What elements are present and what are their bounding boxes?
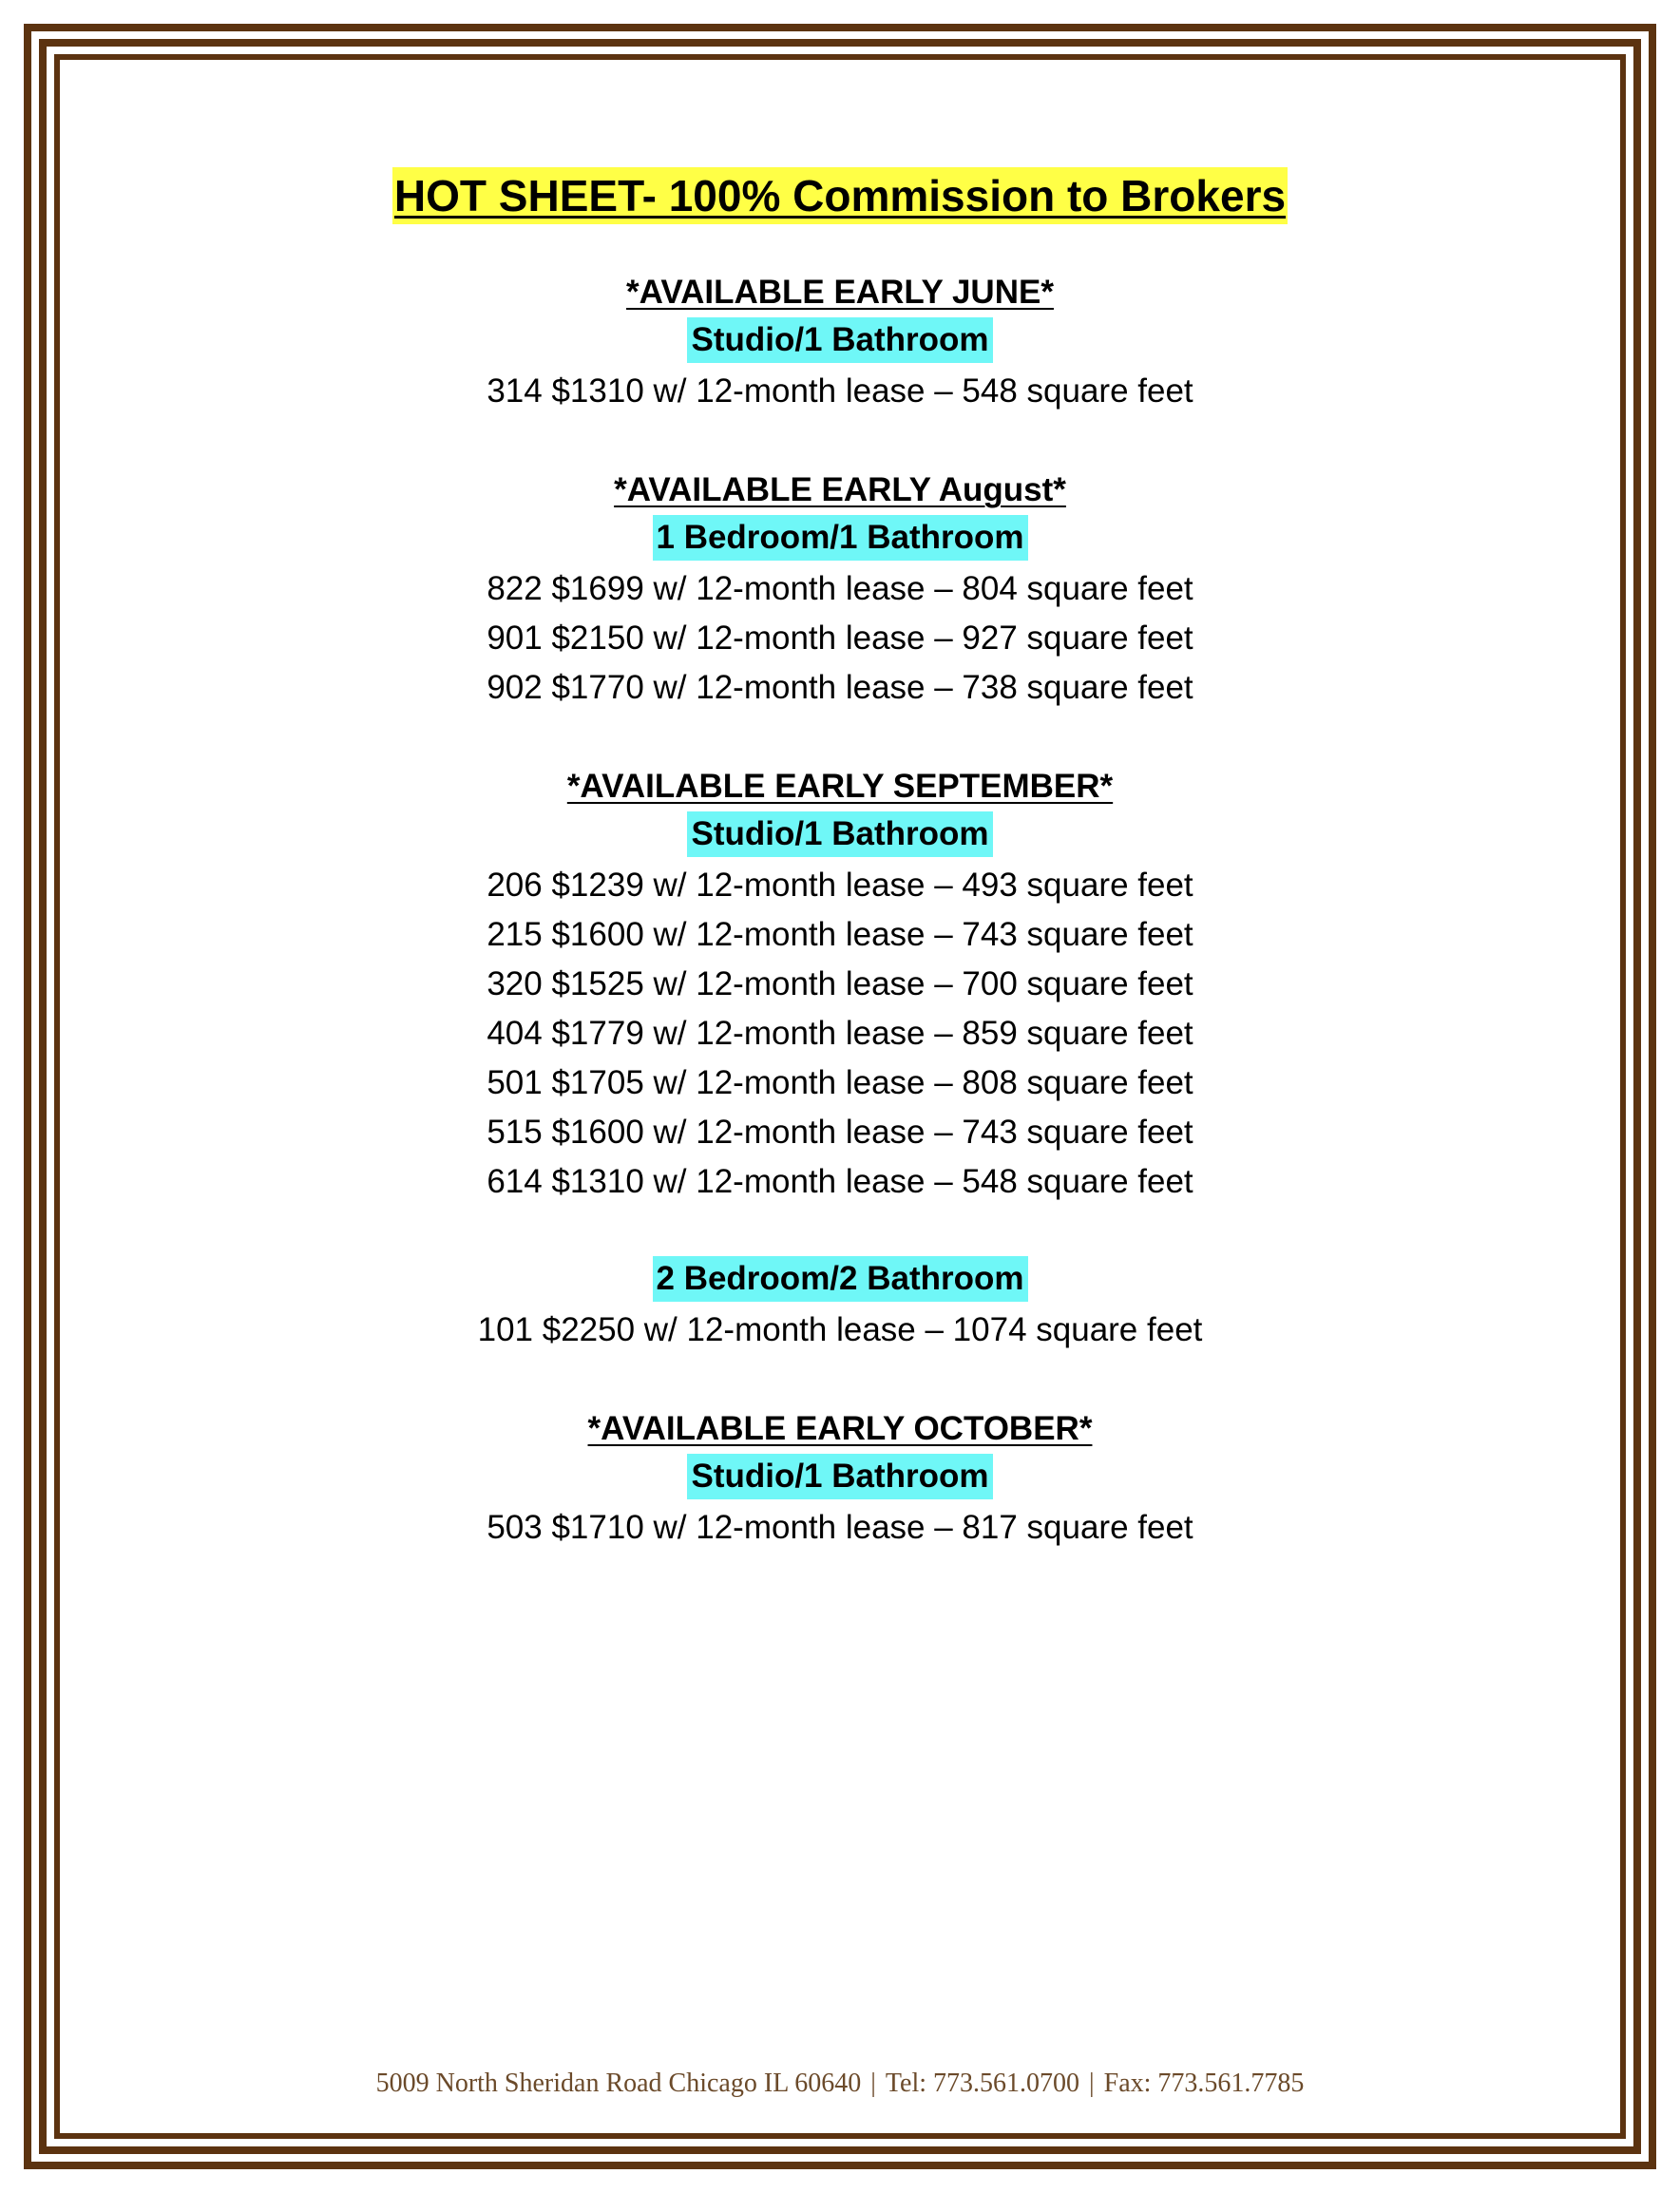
section-june — [0, 268, 1680, 416]
unit-group — [0, 515, 1680, 713]
unit-group — [0, 811, 1680, 1207]
availability-heading: *AVAILABLE EARLY OCTOBER* — [587, 1410, 1093, 1447]
unit-type-label: 2 Bedroom/2 Bathroom — [653, 1256, 1028, 1302]
availability-heading: *AVAILABLE EARLY August* — [614, 471, 1066, 508]
unit-group — [0, 1454, 1680, 1553]
footer-tel: Tel: 773.561.0700 — [885, 2069, 1080, 2098]
footer-contact — [0, 2065, 1680, 2103]
unit-listing: 101 $2250 w/ 12-month lease – 1074 square feet — [477, 1311, 1203, 1348]
unit-type-label: Studio/1 Bathroom — [687, 811, 992, 857]
unit-listing: 314 $1310 w/ 12-month lease – 548 square feet — [487, 372, 1193, 410]
footer-address: 5009 North Sheridan Road Chicago IL 60640 — [375, 2069, 862, 2098]
hot-sheet-content — [0, 167, 1680, 1602]
unit-listing: 614 $1310 w/ 12-month lease – 548 square feet — [487, 1163, 1193, 1200]
unit-type-label: 1 Bedroom/1 Bathroom — [653, 515, 1028, 561]
unit-listing: 822 $1699 w/ 12-month lease – 804 square feet — [487, 570, 1193, 607]
unit-listing: 320 $1525 w/ 12-month lease – 700 square feet — [487, 965, 1193, 1002]
unit-listing: 404 $1779 w/ 12-month lease – 859 square feet — [487, 1015, 1193, 1052]
availability-heading: *AVAILABLE EARLY JUNE* — [626, 274, 1054, 311]
section-october — [0, 1404, 1680, 1553]
footer-separator: | — [1089, 2069, 1095, 2098]
unit-group — [0, 1256, 1680, 1355]
unit-listing: 902 $1770 w/ 12-month lease – 738 square feet — [487, 669, 1193, 706]
unit-type-label: Studio/1 Bathroom — [687, 317, 992, 363]
unit-group — [0, 317, 1680, 416]
footer-separator: | — [870, 2069, 876, 2098]
section-september — [0, 762, 1680, 1355]
unit-listing: 215 $1600 w/ 12-month lease – 743 square feet — [487, 916, 1193, 953]
unit-listing: 901 $2150 w/ 12-month lease – 927 square feet — [487, 620, 1193, 657]
unit-listing: 501 $1705 w/ 12-month lease – 808 square feet — [487, 1064, 1193, 1101]
unit-listing: 206 $1239 w/ 12-month lease – 493 square feet — [487, 867, 1193, 904]
section-august — [0, 466, 1680, 713]
unit-listing: 503 $1710 w/ 12-month lease – 817 square feet — [487, 1509, 1193, 1546]
unit-type-label: Studio/1 Bathroom — [687, 1454, 992, 1499]
unit-listing: 515 $1600 w/ 12-month lease – 743 square feet — [487, 1114, 1193, 1151]
footer-fax: Fax: 773.561.7785 — [1103, 2069, 1305, 2098]
page-title: HOT SHEET- 100% Commission to Brokers — [392, 167, 1288, 224]
availability-heading: *AVAILABLE EARLY SEPTEMBER* — [566, 768, 1114, 805]
